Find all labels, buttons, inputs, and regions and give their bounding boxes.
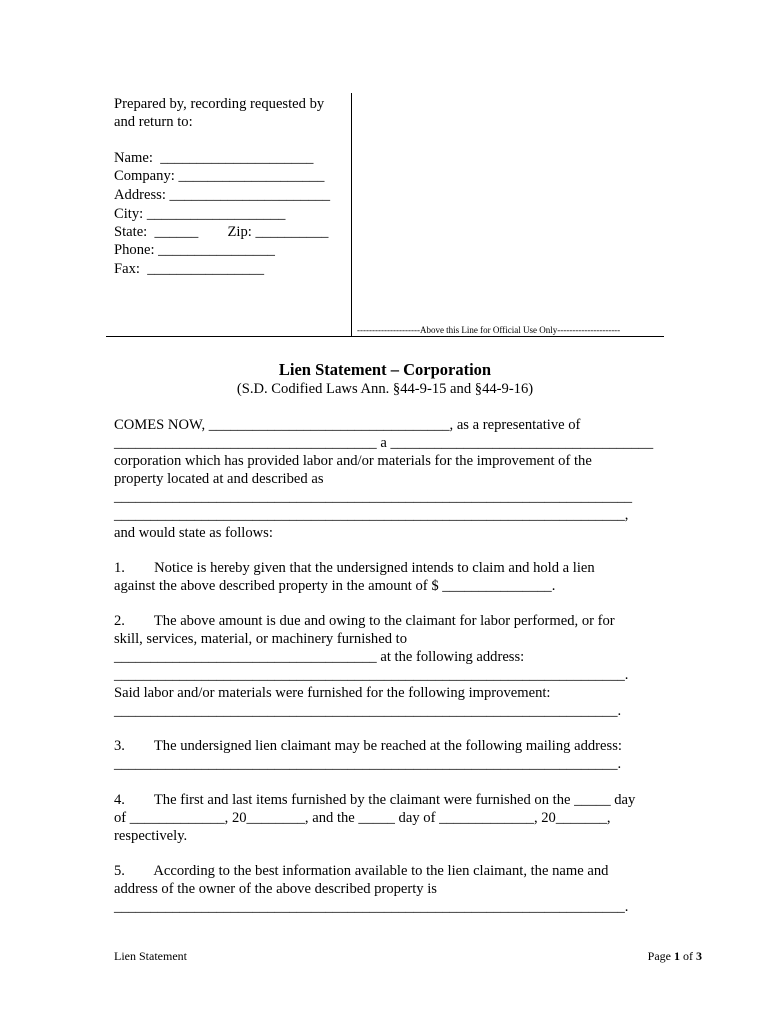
company-field: Company: ____________________ [114, 168, 325, 184]
paragraph-4-line-1: 4. The first and last items furnished by the claimant were furnished on the _____ day [114, 792, 636, 808]
page-prefix: Page [647, 949, 674, 963]
paragraph-5-line-3: ______________________________________________________________________. [114, 899, 629, 915]
paragraph-1-line-2: against the above described property in the amount of $ _______________. [114, 578, 556, 594]
paragraph-3-line-1: 3. The undersigned lien claimant may be reached at the following mailing address: [114, 738, 622, 754]
intro-line-1: COMES NOW, _________________________________, as a representative of [114, 417, 581, 433]
paragraph-2-line-3: ____________________________________ at the following address: [114, 649, 525, 665]
paragraph-1-line-1: 1. Notice is hereby given that the undersigned intends to claim and hold a lien [114, 560, 595, 576]
prepared-by-line2: and return to: [114, 114, 193, 130]
paragraph-2-line-2: skill, services, material, or machinery furnished to [114, 631, 408, 647]
intro-line-4: property located at and described as [114, 471, 324, 487]
paragraph-4-line-3: respectively. [114, 828, 188, 844]
page-total: 3 [696, 949, 702, 963]
paragraph-3-line-2: _____________________________________________________________________. [114, 756, 622, 772]
intro-line-2: ____________________________________ a ____________________________________ [114, 435, 654, 451]
prepared-by-line1: Prepared by, recording requested by [114, 96, 325, 112]
name-field: Name: _____________________ [114, 150, 314, 166]
fax-field: Fax: ________________ [114, 261, 264, 277]
page-number [648, 949, 702, 963]
footer-left: Lien Statement [114, 949, 187, 963]
header-divider-horizontal [106, 336, 664, 337]
paragraph-2-line-5: Said labor and/or materials were furnished for the following improvement: [114, 685, 551, 701]
intro-line-7: and would state as follows: [114, 525, 273, 541]
document-title: Lien Statement – Corporation [278, 360, 492, 379]
phone-field: Phone: ________________ [114, 242, 275, 258]
paragraph-4-line-2: of _____________, 20________, and the _____ day of _____________, 20_______, [114, 810, 611, 826]
paragraph-2-line-1: 2. The above amount is due and owing to the claimant for labor performed, or for [114, 613, 615, 629]
document-subtitle: (S.D. Codified Laws Ann. §44-9-15 and §44-9-16) [236, 381, 534, 397]
paragraph-2-line-6: _____________________________________________________________________. [114, 703, 622, 719]
paragraph-5-line-2: address of the owner of the above described property is [114, 881, 437, 897]
address-field: Address: ______________________ [114, 187, 331, 203]
paragraph-2-line-4: ______________________________________________________________________. [114, 667, 629, 683]
intro-line-6: ______________________________________________________________________, [114, 507, 629, 523]
intro-line-5: _______________________________________________________________________ [114, 489, 633, 505]
city-field: City: ___________________ [114, 206, 286, 222]
page-of: of [680, 949, 696, 963]
page-current: 1 [674, 949, 680, 963]
header-divider-vertical [351, 93, 352, 336]
official-use-note: ---------------------Above this Line for Official Use Only--------------------- [357, 325, 621, 335]
state-zip-field: State: ______ Zip: __________ [114, 224, 329, 240]
paragraph-5-line-1: 5. According to the best information available to the lien claimant, the name and [114, 863, 609, 879]
intro-line-3: corporation which has provided labor and/or materials for the improvement of the [114, 453, 592, 469]
